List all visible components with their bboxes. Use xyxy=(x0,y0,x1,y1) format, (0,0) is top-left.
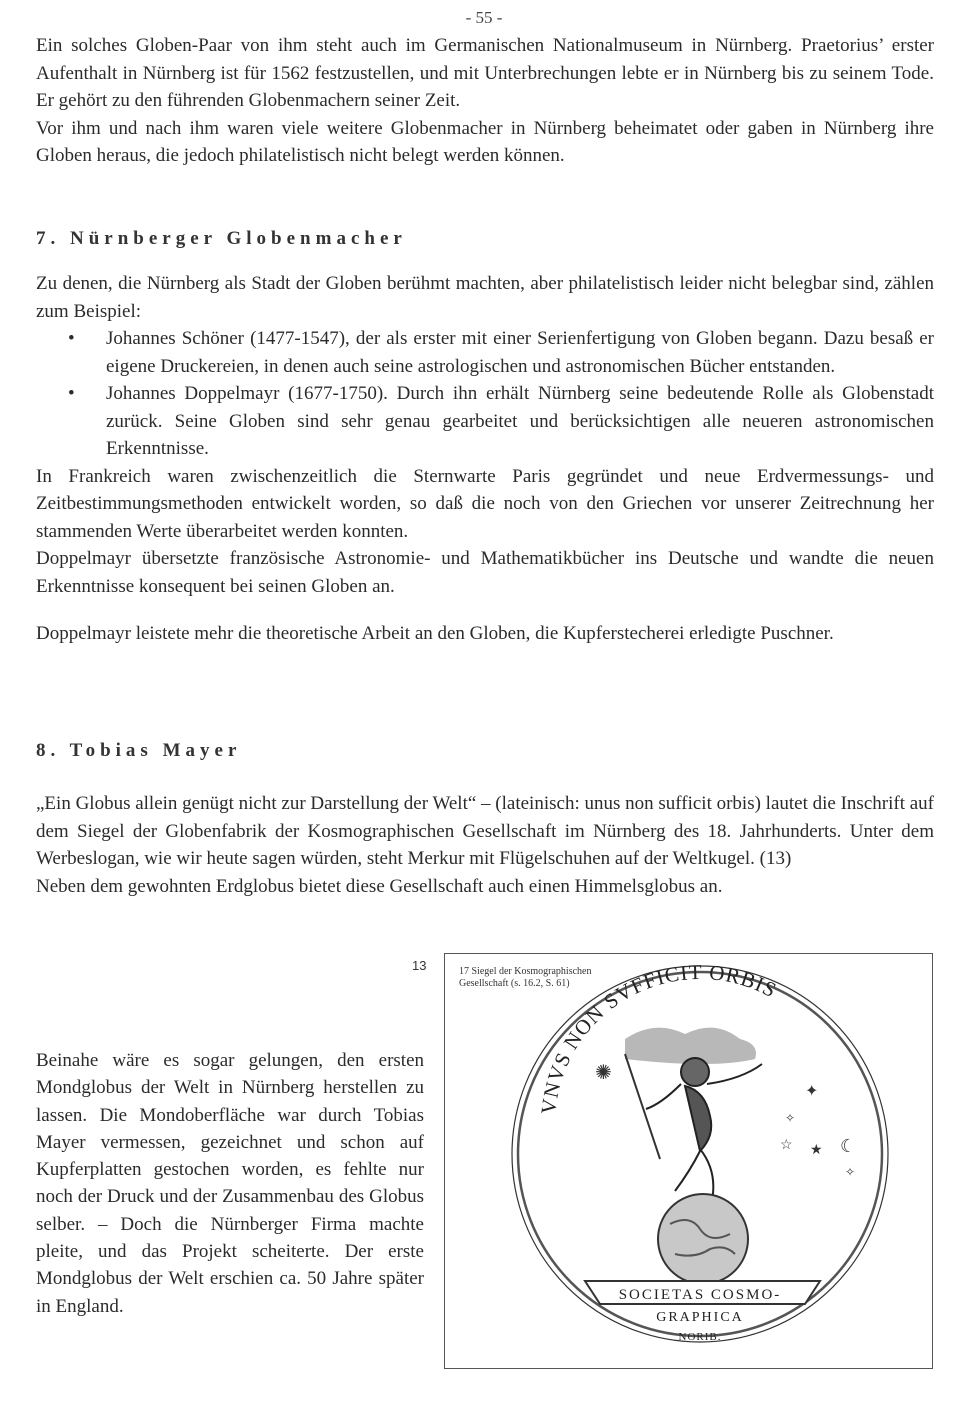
list-item: • Johannes Doppelmayr (1677-1750). Durch ihn erhält Nürnberg seine bedeutende Rolle als Globenstadt zurück. Seine Globen sind sehr genau gearbeitet und berücksichtigen alle neueren astronomischen Erkenntnisse. xyxy=(68,383,934,459)
section-7-heading: 7. Nürnberger Globenmacher xyxy=(36,228,407,249)
side-paragraph: Beinahe wäre es sogar gelungen, den ersten Mondglobus der Welt in Nürnberg herstellen zu lassen. Die Mondoberfläche war durch Tobias Mayer vermessen, gezeichnet und schon auf Kupferplatten gestochen worden, es fehlte nur noch der Druck und der Zusammenbau des Globus selber. – Doch die Nürnberger Firma machte pleite, und das Projekt scheiterte. Der erste Mondglobus der Welt erschien ca. 50 Jahre später in England. xyxy=(36,1050,424,1317)
intro-paragraph-2: Vor ihm und nach ihm waren viele weitere Globenmacher in Nürnberg beheimatet oder gaben in Nürnberg ihre Globen heraus, die jedoch philatelistisch nicht belegt werden können. xyxy=(36,117,934,166)
globe-maker-list xyxy=(36,325,934,463)
svg-text:✧: ✧ xyxy=(845,1165,856,1179)
section-7-body xyxy=(36,270,934,648)
svg-text:☾: ☾ xyxy=(840,1136,857,1156)
section-7-paragraph-1: In Frankreich waren zwischenzeitlich die Sternwarte Paris gegründet und neue Erdvermessungs- und Zeitbestimmungsmethoden entwickelt worden, so daß die noch von den Griechen vor unserer Zeitrechnung her stammenden Werte überarbeitet werden konnten. xyxy=(36,465,934,542)
list-item: • Johannes Schöner (1477-1547), der als erster mit einer Serienfertigung von Globen begann. Dazu besaß er eigene Druckereien, in denen auch seine astrologischen und astronomischen Bücher entstanden. xyxy=(68,328,934,377)
section-8-paragraph-2: Neben dem gewohnten Erdglobus bietet diese Gesellschaft auch einen Himmelsglobus an. xyxy=(36,875,723,897)
intro-paragraph-1: Ein solches Globen-Paar von ihm steht auch im Germanischen Nationalmuseum in Nürnberg. Praetorius’ erster Aufenthalt in Nürnberg ist für 1562 festzustellen, und mit Unterbrechungen lebte er in Nürnberg bis zu seinem Tode. Er gehört zu den führenden Globenmachern seiner Zeit. xyxy=(36,35,934,111)
seal-illustration xyxy=(445,954,934,1370)
mercury-figure xyxy=(646,1058,762,1209)
section-8-body xyxy=(36,790,934,900)
section-8-heading: 8. Tobias Mayer xyxy=(36,740,242,761)
section-7-intro: Zu denen, die Nürnberg als Stadt der Globen berühmt machten, aber philatelistisch leider nicht belegbar sind, zählen zum Beispiel: xyxy=(36,273,934,322)
seal-inscription-text: VNVS NON SVFFICIT ORBIS xyxy=(536,959,781,1116)
svg-text:✺: ✺ xyxy=(595,1062,612,1084)
caduceus-staff xyxy=(625,1054,660,1159)
figure-caption-line-2: Gesellschaft (s. 16.2, S. 61) xyxy=(459,978,570,989)
seal-figure xyxy=(444,953,933,1369)
section-7-paragraph-2: Doppelmayr übersetzte französische Astronomie- und Mathematikbücher ins Deutsche und wandte die neuen Erkenntnisse konsequent bei seinen Globen an. xyxy=(36,548,934,597)
side-text xyxy=(36,1047,424,1320)
section-8-paragraph-1: „Ein Globus allein genügt nicht zur Darstellung der Welt“ – (lateinisch: unus non sufficit orbis) lautet die Inschrift auf dem Siegel der Globenfabrik der Kosmographischen Gesellschaft im Nürnberg des 18. Jahrhunderts. Unter dem Werbeslogan, wie wir heute sagen würden, steht Merkur mit Flügelschuhen auf der Weltkugel. (13) xyxy=(36,793,934,869)
seal-banner-line-1: SOCIETAS COSMO- xyxy=(618,1287,782,1303)
section-7-paragraph-3: Doppelmayr leistete mehr die theoretische Arbeit an den Globen, die Kupferstecherei erledigte Puschner. xyxy=(36,623,834,644)
seal-banner-line-3: NORIB. xyxy=(678,1331,722,1343)
figure-number: 13 xyxy=(412,958,427,973)
page-number: - 55 - xyxy=(465,8,503,27)
svg-text:☆: ☆ xyxy=(780,1138,793,1153)
list-item-text: Johannes Schöner (1477-1547), der als erster mit einer Serienfertigung von Globen begann. Dazu besaß er eigene Druckereien, in denen auch seine astrologischen und astronomischen Bücher entstanden. xyxy=(106,328,934,377)
figure-caption-line-1: 17 Siegel der Kosmographischen xyxy=(459,966,592,977)
seal-banner-line-2: GRAPHICA xyxy=(656,1310,744,1325)
globe-icon xyxy=(658,1194,748,1284)
svg-text:★: ★ xyxy=(810,1143,823,1158)
intro-text xyxy=(36,32,934,170)
svg-text:✦: ✦ xyxy=(805,1083,819,1100)
svg-text:✧: ✧ xyxy=(785,1111,796,1125)
list-item-text: Johannes Doppelmayr (1677-1750). Durch ihn erhält Nürnberg seine bedeutende Rolle als Globenstadt zurück. Seine Globen sind sehr genau gearbeitet und berücksichtigen alle neueren astronomischen Erkenntnisse. xyxy=(106,383,934,459)
